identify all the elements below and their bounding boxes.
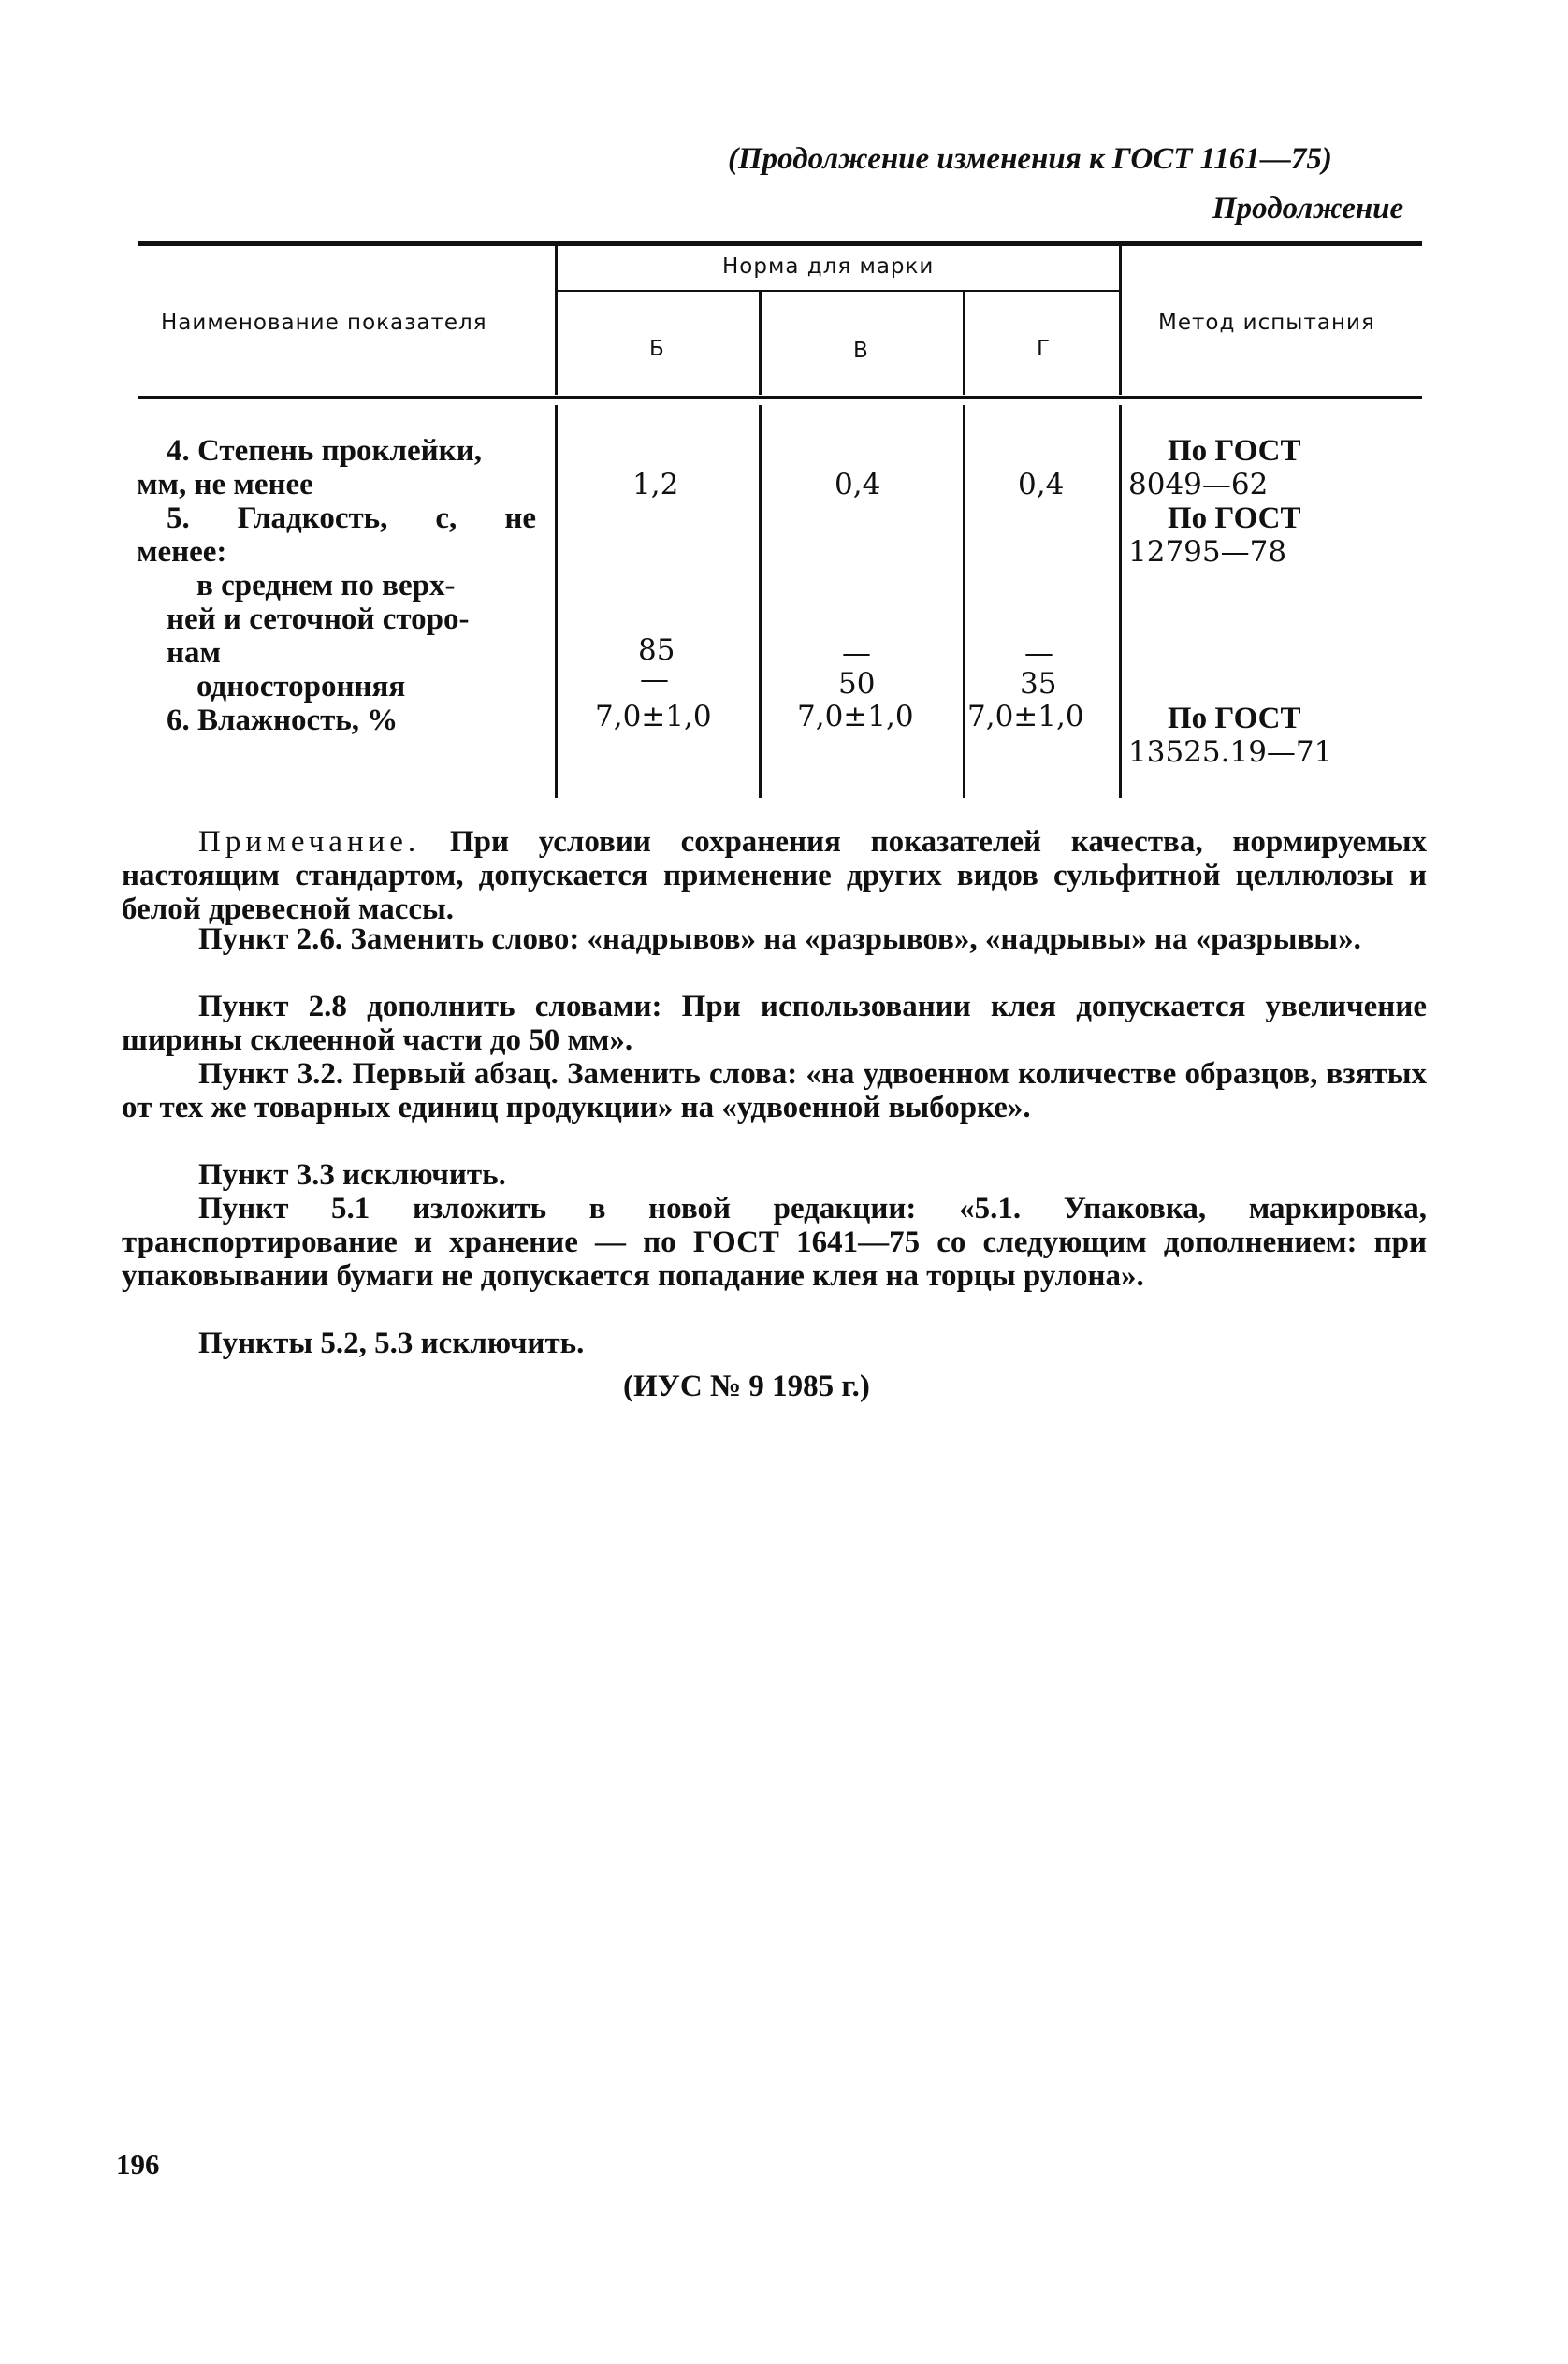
method-line: 12795—78	[1128, 535, 1287, 569]
cell-b-value: 85	[638, 633, 675, 667]
body-divider-2	[759, 405, 762, 798]
table-top-rule	[138, 241, 1422, 246]
change-paragraph: Пункт 3.2. Первый абзац. Заменить слова: «на удвоенном количестве образцов, взятых от тех же товарных единиц продукции» на «удвоенной выборке».	[122, 1057, 1427, 1124]
change-paragraph: Пункты 5.2, 5.3 исключить.	[198, 1327, 585, 1360]
cell-g-value: 35	[1020, 667, 1057, 701]
col-divider-3	[963, 292, 965, 395]
grade-group-rule	[556, 290, 1121, 292]
change-paragraph: Пункт 3.3 исключить.	[198, 1158, 506, 1192]
method-line: 8049—62	[1128, 468, 1269, 501]
continuation-label: Продолжение	[1212, 192, 1404, 225]
row-name-line: 4. Степень проклейки,	[167, 434, 482, 468]
row-name-line: нам	[167, 636, 221, 670]
continuation-note: (Продолжение изменения к ГОСТ 1161—75)	[728, 142, 1332, 176]
row-name-line: менее:	[137, 535, 227, 569]
body-divider-4	[1119, 405, 1122, 798]
cell-g-value: —	[1024, 636, 1053, 670]
source-reference: (ИУС № 9 1985 г.)	[623, 1370, 870, 1403]
method-line: По ГОСТ	[1168, 501, 1301, 535]
grade-g-header: Г	[1037, 337, 1052, 361]
col-divider-1	[555, 245, 558, 395]
change-paragraph: Пункт 2.6. Заменить слово: «надрывов» на «разрывов», «надрывы» на «разрывы».	[198, 922, 1361, 956]
col-name-header: Наименование показателя	[161, 311, 487, 335]
cell-v-value: 7,0±1,0	[797, 700, 914, 733]
table-header-bottom-rule	[138, 396, 1422, 399]
change-paragraph: Пункт 5.1 изложить в новой редакции: «5.1. Упаковка, маркировка, транспортирование и хранение — по ГОСТ 1641—75 со следующим дополнением: при упаковывании бумаги не допускается попадание клея на торцы рулона».	[122, 1192, 1427, 1293]
change-paragraph: Пункт 2.8 дополнить словами: При использовании клея допускается увеличение ширины склеенной части до 50 мм».	[122, 990, 1427, 1057]
grade-v-header: В	[853, 339, 869, 363]
method-line: 13525.19—71	[1128, 735, 1333, 769]
col-divider-2	[759, 292, 762, 395]
note-text: При условии сохранения показателей качества, нормируемых настоящим стандартом, допускается применение других видов сульфитной целлюлозы и белой древесной массы.	[122, 825, 1427, 926]
cell-g-value: 0,4	[1018, 468, 1065, 501]
row-name-line: 5. Гладкость, с, не	[167, 501, 536, 535]
method-header: Метод испытания	[1158, 311, 1375, 335]
row-name-line: ней и сеточной сторо-	[167, 602, 470, 636]
body-divider-1	[555, 405, 558, 798]
col-divider-4	[1119, 245, 1122, 395]
cell-g-value: 7,0±1,0	[967, 700, 1084, 733]
row-name-line: 6. Влажность, %	[167, 703, 399, 737]
cell-b-value: 7,0±1,0	[595, 700, 712, 733]
cell-v-value: —	[842, 636, 871, 670]
body-divider-3	[963, 405, 965, 798]
grade-b-header: Б	[649, 337, 665, 361]
method-line: По ГОСТ	[1168, 702, 1301, 735]
note-label: Примечание.	[198, 825, 421, 859]
note-paragraph	[122, 825, 1427, 926]
method-line: По ГОСТ	[1168, 434, 1301, 468]
row-name-line: мм, не менее	[137, 468, 313, 501]
cell-b-value: 1,2	[632, 468, 679, 501]
cell-v-value: 50	[838, 667, 876, 701]
row-name-line: односторонняя	[196, 670, 406, 703]
cell-v-value: 0,4	[835, 468, 881, 501]
cell-b-value: —	[640, 662, 669, 696]
page-number: 196	[116, 2148, 160, 2181]
row-name-line: в среднем по верх-	[196, 569, 456, 602]
grade-group-header: Норма для марки	[722, 254, 935, 279]
